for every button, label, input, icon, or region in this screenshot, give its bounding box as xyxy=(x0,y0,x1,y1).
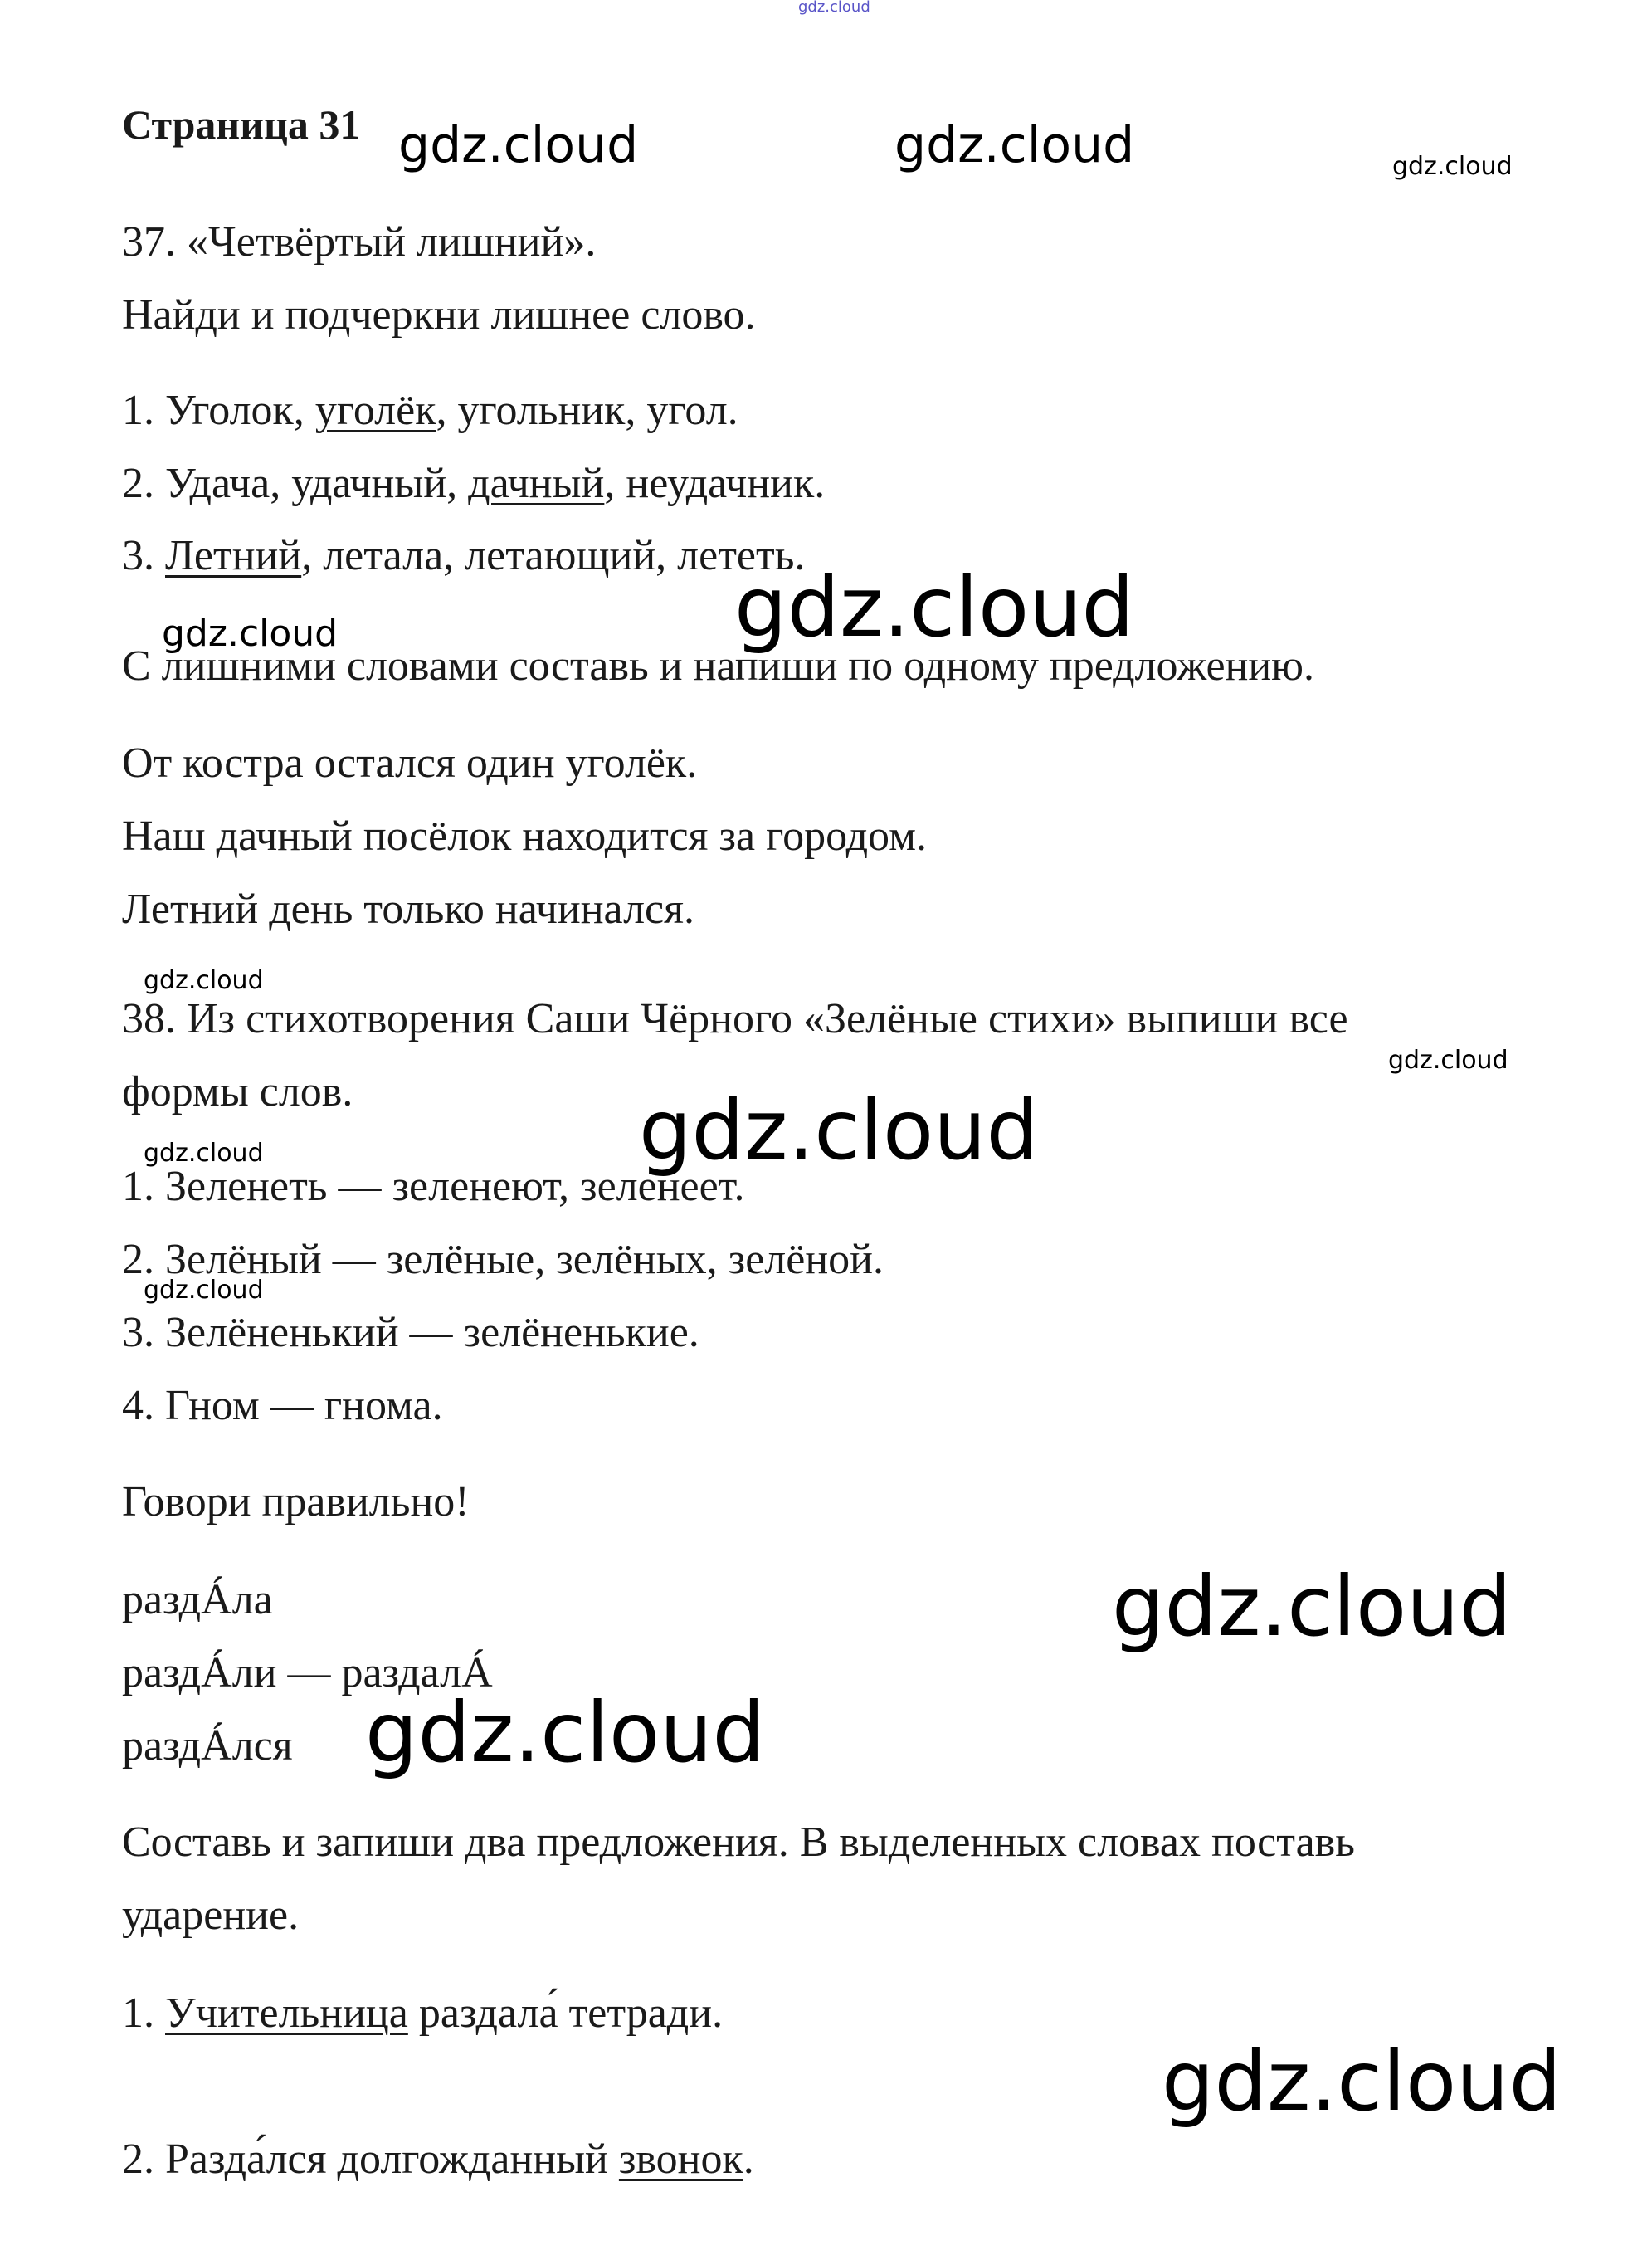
speak-heading: Говори правильно! xyxy=(122,1478,470,1525)
ex38-item-1: 1. Зеленеть — зеленеют, зеленеет. xyxy=(122,1163,745,1210)
ex37-instruction: Найди и подчеркни лишнее слово. xyxy=(122,291,756,339)
ex38-item-2: 2. Зелёный — зелёные, зелёных, зелёной. xyxy=(122,1236,884,1283)
page-title: Страница 31 xyxy=(122,101,361,148)
ex37-heading: 37. «Четвёртый лишний». xyxy=(122,218,597,266)
ex37-row-1: 1. Уголок, уголёк, угольник, угол. xyxy=(122,387,738,434)
compose-instruction-line1: Составь и запиши два предложения. В выделенных словах поставь xyxy=(122,1818,1355,1866)
ex37-task2: С лишними словами составь и напиши по одному предложению. xyxy=(122,642,1315,690)
compose-instruction-line2: ударение. xyxy=(122,1892,300,1939)
ex37-sentence-2: Наш дачный посёлок находится за городом. xyxy=(122,813,927,860)
speak-word-2: раздÁли — раздалÁ xyxy=(122,1649,493,1696)
watermark: gdz.cloud xyxy=(1162,2033,1562,2130)
watermark: gdz.cloud xyxy=(398,116,639,174)
underlined-word: звонок xyxy=(618,2136,743,2183)
watermark: gdz.cloud xyxy=(144,966,264,995)
underlined-word: уголёк xyxy=(314,387,436,434)
ex38-item-3: 3. Зелёненький — зелёненькие. xyxy=(122,1309,699,1356)
underlined-word: Учительница xyxy=(165,1989,408,2037)
ex37-sentence-1: От костра остался один уголёк. xyxy=(122,740,698,787)
watermark: gdz.cloud xyxy=(144,1139,264,1168)
speak-word-3: раздÁлся xyxy=(122,1722,293,1770)
underlined-word: Летний xyxy=(165,532,302,579)
ex38-heading-line1: 38. Из стихотворения Саши Чёрного «Зелёные стихи» выпиши все xyxy=(122,995,1348,1042)
compose-sentence-1: 1. Учительница раздала́ тетради. xyxy=(122,1989,724,2037)
ex37-row-2: 2. Удача, удачный, дачный, неудачник. xyxy=(122,460,826,507)
ex38-heading-line2: формы слов. xyxy=(122,1068,353,1115)
watermark-top: gdz.cloud xyxy=(798,0,870,16)
ex37-row-3: 3. Летний, летала, летающий, лететь. xyxy=(122,532,806,579)
underlined-word: дачный xyxy=(468,460,605,507)
watermark: gdz.cloud xyxy=(1392,152,1513,181)
speak-word-1: раздÁла xyxy=(122,1576,273,1623)
watermark: gdz.cloud xyxy=(734,559,1135,656)
compose-sentence-2: 2. Разда́лся долгожданный звонок. xyxy=(122,2136,754,2183)
watermark: gdz.cloud xyxy=(894,116,1135,174)
watermark: gdz.cloud xyxy=(144,1276,264,1305)
watermark: gdz.cloud xyxy=(1388,1046,1508,1075)
ex37-sentence-3: Летний день только начинался. xyxy=(122,886,695,933)
watermark: gdz.cloud xyxy=(639,1081,1040,1179)
watermark: gdz.cloud xyxy=(365,1684,766,1781)
ex38-item-4: 4. Гном — гнома. xyxy=(122,1382,443,1429)
watermark: gdz.cloud xyxy=(1112,1558,1513,1655)
watermark: gdz.cloud xyxy=(162,613,339,655)
